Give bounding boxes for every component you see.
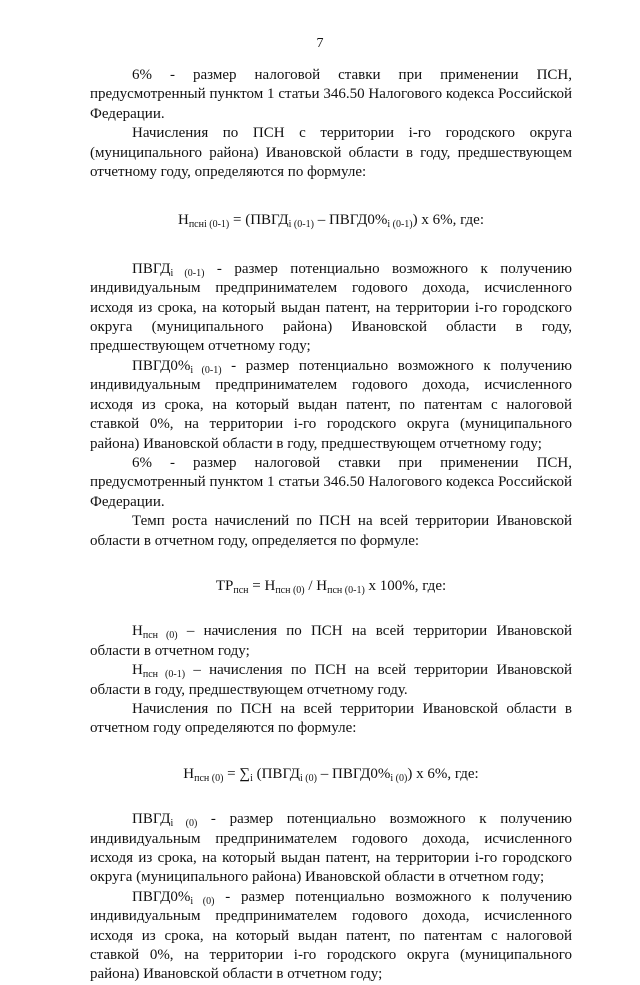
paragraph-tax-rate: 6% - размер налоговой ставки при применении ПСН, предусмотренный пунктом 1 статьи 346.50 Налогового кодекса Российской Федерации. — [90, 67, 572, 122]
definition-pvgd-current: $ПВГД_{i (0)}$ - размер потенциально возможного к получению индивидуальным предпринимателем годового дохода, исчисленного исходя из срока, на который выдан патент, на территории i-го городского округа (муниципального района) Ивановской области в отчетном году; — [90, 811, 572, 886]
document-body — [90, 66, 572, 985]
definition-npsn-current: $Н_{псн (0)}$ – начисления по ПСН на всей территории Ивановской области в отчетном году; — [90, 623, 572, 659]
definition-pvgd0-current: $ПВГД0\%_{i (0)}$ - размер потенциально возможного к получению индивидуальным предпринимателем годового дохода, исчисленного исходя из срока, на который выдан патент, по патентам с налоговой ставкой 0%, на территории i-го городского округа (муниципального района) Ивановской области в отчетном году; — [90, 888, 572, 983]
paragraph-tax-rate-2: 6% - размер налоговой ставки при применении ПСН, предусмотренный пунктом 1 статьи 346.50 Налогового кодекса Российской Федерации. — [90, 454, 572, 510]
paragraph-growth-rate: Темп роста начислений по ПСН на всей территории Ивановской области в отчетном году, определяется по формуле: — [90, 513, 572, 549]
formula-accruals-prev-year: $Н_{пснi (0-1)}$ = ($ПВГД_{i (0-1)}$ – $ПВГД0\%_{i (0-1)}$) х 6%, где: — [177, 212, 484, 231]
definition-npsn-prev: $Н_{псн (0-1)}$ – начисления по ПСН на всей территории Ивановской области в году, предшествующем отчетному году. — [90, 662, 572, 698]
definition-pvgd0-prev: $ПВГД0\%_{i (0-1)}$ - размер потенциально возможного к получению индивидуальным предпринимателем годового дохода, исчисленного исходя из срока, на который выдан патент, по патентам с налоговой ставкой 0%, на территории i-го городского округа (муниципального района) Ивановской области в году, предшествующем отчетному году; — [90, 357, 572, 452]
definition-pvgd-prev: $ПВГД_{i (0-1)}$ - размер потенциально возможного к получению индивидуальным предпринимателем годового дохода, исчисленного исходя из срока, на который выдан патент, на территории i-го городского округа (муниципального района) Ивановской области в году, предшествующем отчетному году; — [90, 260, 572, 355]
paragraph-accruals-prev-year: Начисления по ПСН с территории i-го городского округа (муниципального района) Ивановской области в году, предшествующем отчетному году, определяются по формуле: — [90, 125, 572, 181]
paragraph-accruals-current: Начисления по ПСН на всей территории Ивановской области в отчетном году определяются по формуле: — [90, 700, 572, 737]
formula-accruals-current: $Н_{псн (0)} = \sum_i$ ($ПВГД_{i (0)}$ – $ПВГД0\%_{i (0)}$) х 6%, где: — [183, 765, 479, 784]
page-number: 7 — [316, 36, 324, 51]
formula-growth-rate: $ТР_{псн} = Н_{псн (0)} / Н_{псн (0-1)}$ х 100%, где: — [215, 577, 447, 596]
